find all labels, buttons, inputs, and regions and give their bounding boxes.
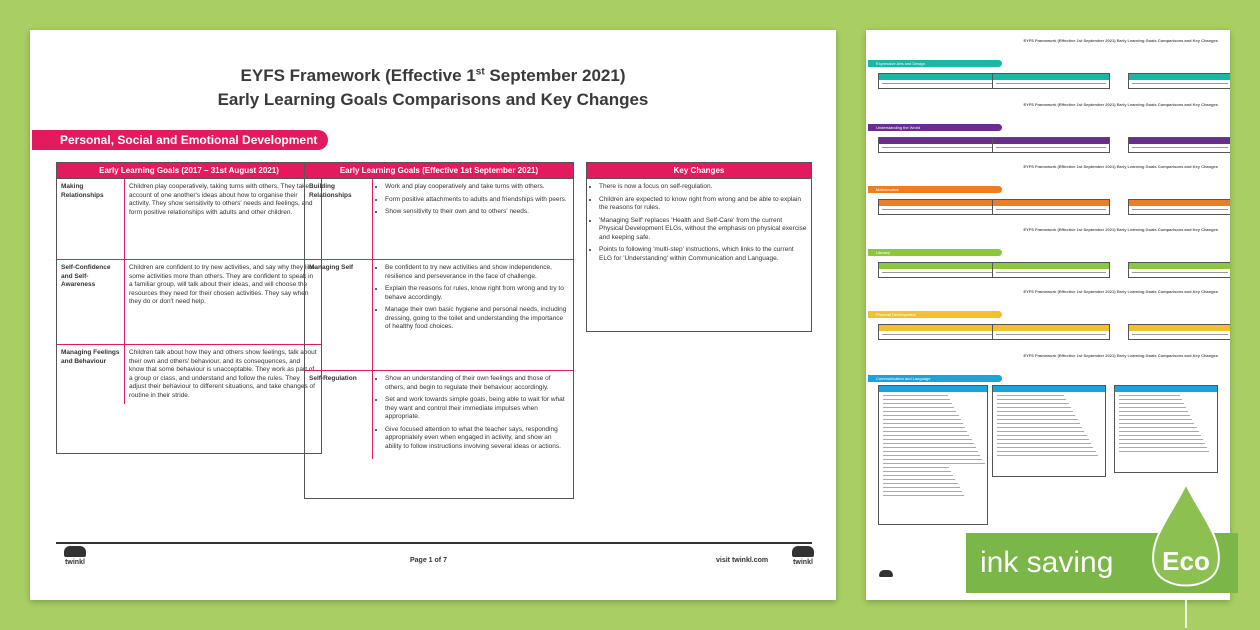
preview-header: EYFS Framework (Effective 1st September 2021) Early Learning Goals Comparisons and Key Changes <box>1023 38 1218 43</box>
key-changes-table <box>586 162 812 332</box>
row-bullets <box>373 179 573 259</box>
preview-header: EYFS Framework (Effective 1st September 2021) Early Learning Goals Comparisons and Key Changes <box>1023 164 1218 169</box>
new-goals-header: Early Learning Goals (Effective 1st September 2021) <box>305 163 573 179</box>
document-page <box>30 30 836 600</box>
footer-divider <box>56 542 812 544</box>
new-goals-table <box>304 162 574 499</box>
key-changes-header: Key Changes <box>587 163 811 179</box>
preview-table <box>1128 73 1230 89</box>
preview-table <box>1128 262 1230 278</box>
page-number: Page 1 of 7 <box>410 557 447 564</box>
bullet: • Show an understanding of their own feelings and those of others, and begin to regulate their behaviour accordingly. <box>385 375 569 392</box>
row-text: Children are confident to try new activities, and say why they like some activities more than others. They are confident to speak in a familiar group, will talk about their ideas, and will choose the resources they need for their chosen activities. They say when they do or don't need help. <box>129 264 315 305</box>
row-text: Children play cooperatively, taking turns with others. They take account of one another's ideas about how to organise their activity. They show sensitivity to others' needs and feelings, and form positive relationships with adults and other children. <box>129 183 313 216</box>
preview-table <box>878 199 1002 215</box>
preview-table <box>1128 199 1230 215</box>
preview-table <box>992 199 1110 215</box>
row-bullets <box>373 260 573 370</box>
preview-table <box>992 385 1106 477</box>
eco-label: Eco <box>1162 546 1210 576</box>
preview-table-row <box>878 73 1218 89</box>
page-title-line1: EYFS Framework (Effective 1st September 2021) <box>240 66 626 85</box>
preview-header: EYFS Framework (Effective 1st September 2021) Early Learning Goals Comparisons and Key Changes <box>1023 102 1218 107</box>
bullet: • 'Managing Self' replaces 'Health and Self-Care' from the current Physical Development ELGs, without the emphasis on physical exercise and keeping safe. <box>599 217 807 243</box>
preview-table <box>992 324 1110 340</box>
preview-table <box>878 262 1002 278</box>
preview-table-row <box>878 262 1218 278</box>
preview-table <box>992 137 1110 153</box>
row-label: Managing Self <box>305 260 373 370</box>
preview-section-band: Physical Development <box>868 311 1002 318</box>
preview-section-band: Expressive Arts and Design <box>868 60 1002 67</box>
preview-table-row <box>878 199 1218 215</box>
website-link[interactable]: visit twinkl.com <box>716 557 769 564</box>
row-label: Managing Feelings and Behaviour <box>57 345 125 404</box>
bullet: • Give focused attention to what the teacher says, responding appropriately even when engaged in activity, and show an ability to follow instructions involving several ideas or actions. <box>385 426 569 452</box>
preview-header: EYFS Framework (Effective 1st September 2021) Early Learning Goals Comparisons and Key Changes <box>1023 353 1218 358</box>
bullet: • Points to following 'multi-step' instructions, which links to the current ELG for 'Understanding' within Communication and Language. <box>599 246 807 263</box>
bullet: • Show sensitivity to their own and to others' needs. <box>385 208 569 217</box>
preview-table <box>1114 385 1218 473</box>
bullet: • Form positive attachments to adults and friendships with peers. <box>385 196 569 205</box>
table-row <box>305 371 573 459</box>
page-title-line2: Early Learning Goals Comparisons and Key Changes <box>217 90 649 109</box>
preview-header: EYFS Framework (Effective 1st September 2021) Early Learning Goals Comparisons and Key Changes <box>1023 227 1218 232</box>
preview-table-row <box>878 324 1218 340</box>
preview-table <box>992 73 1110 89</box>
table-row <box>305 260 573 371</box>
preview-table <box>878 73 1002 89</box>
bullet: • Explain the reasons for rules, know right from wrong and try to behave accordingly. <box>385 285 569 302</box>
ink-saving-label: ink saving <box>980 546 1114 579</box>
bullet: • Children are expected to know right from wrong and be able to explain the reasons for rules. <box>599 196 807 213</box>
row-text: Children talk about how they and others show feelings, talk about their own and others' behaviour, and its consequences, and know that some behaviour is unacceptable. They work as part of a group or class, and understand and follow the rules. They adjust their behaviour to different situations, and take changes of routine in their stride. <box>129 349 317 399</box>
preview-section-band: Mathematics <box>868 186 1002 193</box>
preview-section-band: Understanding the World <box>868 124 1002 131</box>
section-banner: Personal, Social and Emotional Development <box>32 130 328 150</box>
preview-section-band: Literacy <box>868 249 1002 256</box>
preview-table <box>878 385 988 525</box>
row-label: Building Relationships <box>305 179 373 259</box>
preview-header: EYFS Framework (Effective 1st September 2021) Early Learning Goals Comparisons and Key Changes <box>1023 289 1218 294</box>
preview-section-band: Communication and Language <box>868 375 1002 382</box>
preview-table <box>1128 324 1230 340</box>
bullet: • Manage their own basic hygiene and personal needs, including dressing, going to the toilet and understanding the importance of healthy food choices. <box>385 306 569 332</box>
row-bullets <box>373 371 573 459</box>
table-row <box>57 179 321 260</box>
key-changes-list <box>587 179 811 271</box>
preview-table <box>878 137 1002 153</box>
row-label: Self-Confidence and Self-Awareness <box>57 260 125 344</box>
preview-table <box>878 324 1002 340</box>
table-row <box>57 260 321 345</box>
preview-table <box>992 262 1110 278</box>
preview-logo-icon <box>876 570 896 582</box>
table-row <box>57 345 321 404</box>
twinkl-badge-icon: twinkl <box>782 546 824 576</box>
old-goals-table <box>56 162 322 454</box>
bullet: • There is now a focus on self-regulation. <box>599 183 807 192</box>
old-goals-header: Early Learning Goals (2017 – 31st August 2021) <box>57 163 321 179</box>
eco-stem <box>1185 598 1187 628</box>
bullet: • Be confident to try new activities and show independence, resilience and perseverance in the face of challenge. <box>385 264 569 281</box>
preview-table-row <box>878 137 1218 153</box>
preview-table <box>1128 137 1230 153</box>
twinkl-logo-icon: twinkl <box>54 546 96 576</box>
bullet: • Set and work towards simple goals, being able to wait for what they want and control their immediate impulses when appropriate. <box>385 396 569 422</box>
row-label: Self-Regulation <box>305 371 373 459</box>
row-label: Making Relationships <box>57 179 125 259</box>
table-row <box>305 179 573 260</box>
bullet: • Work and play cooperatively and take turns with others. <box>385 183 569 192</box>
